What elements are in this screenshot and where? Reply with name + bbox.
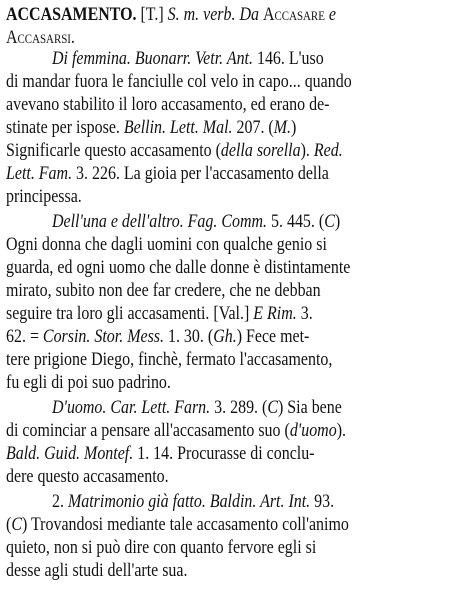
grammar-label: S. m. verb. (167, 4, 236, 25)
s1-text: 207. ( (232, 117, 274, 138)
s1-text: 146. L'uso (252, 48, 324, 69)
s4-text: quieto, non si può dire con quanto fervore egli si (6, 537, 317, 558)
entry-tag: [T.] (140, 4, 164, 25)
s3-text: ) Sia bene (277, 397, 342, 418)
s2-text: 1. 30. ( (163, 326, 214, 347)
s3-text: 1. 14. Procurasse di conclu- (133, 443, 315, 464)
s1-text: di mandar fuora le fanciulle col velo in capo... quando (6, 71, 352, 92)
s1-sense-citation: Di femmina. Buonarr. Vetr. Ant. (52, 48, 253, 69)
s3-text: ). (336, 420, 347, 441)
s4-text: desse agli studi dell'arte sua. (6, 560, 188, 581)
s1-citation: Lett. Fam. (6, 163, 73, 184)
s3-line-4 (6, 464, 466, 490)
etymology-verb-2: Accasarsi. (6, 27, 75, 48)
s2-text: seguire tra loro gli accasamenti. [Val.] (6, 303, 254, 324)
s3-text: di cominciar a pensare all'accasamento suo ( (6, 420, 290, 441)
s2-line-8 (6, 370, 466, 396)
s2-text: guarda, ed ogni uomo che dalle donne è distintamente (6, 257, 351, 278)
s1-line-7 (6, 184, 466, 210)
s3-citation: Bald. Guid. Montef. (6, 443, 134, 464)
s2-text: 62. = (6, 326, 43, 347)
s4-text: ) Trovandosi mediante tale accasamento coll'animo (21, 514, 349, 535)
s4-text: ( (6, 514, 12, 535)
s2-citation: E Rim. (253, 303, 297, 324)
etymology-da: Da (239, 4, 259, 25)
s3-text: 3. 289. ( (210, 397, 268, 418)
s3-sense-citation: D'uomo. Car. Lett. Farn. (52, 397, 211, 418)
etymology-verb-1: Accasare (262, 4, 325, 25)
s2-text: 3. (296, 303, 313, 324)
s2-text: ) Fece met- (236, 326, 310, 347)
s1-citation: Red. (313, 140, 343, 161)
s1-text: ). (300, 140, 314, 161)
s2-text: mirato, subito non dee far credere, che ne debban (6, 280, 321, 301)
s4-sense-citation: Matrimonio già fatto. Baldin. Art. Int. (67, 491, 311, 512)
headword: ACCASAMENTO. (6, 4, 137, 25)
s2-sense-citation: Dell'una e dell'altro. Fag. Comm. (52, 211, 268, 232)
s4-source-mark: C (11, 514, 22, 535)
s4-text: 93. (310, 491, 335, 512)
s1-source-mark: M. (273, 117, 292, 138)
s2-source-mark: Gh. (213, 326, 237, 347)
s2-citation: Corsin. Stor. Mess. (42, 326, 164, 347)
s1-text: principessa. (6, 186, 82, 207)
s2-text: Ogni donna che dagli uomini con qualche genio si (6, 234, 327, 255)
s4-line-4 (6, 558, 466, 584)
s2-text: ) (334, 211, 341, 232)
s3-source-mark: C (267, 397, 278, 418)
s1-text: Significarle questo accasamento ( (6, 140, 221, 161)
s2-text: fu egli di poi suo padrino. (6, 372, 171, 393)
s1-text: 3. 226. La gioia per l'accasamento della (72, 163, 329, 184)
s1-gloss: della sorella (220, 140, 301, 161)
etymology-e: e (328, 4, 336, 25)
s1-text: stinate per ispose. (6, 117, 124, 138)
s3-gloss: d'uomo (289, 420, 337, 441)
s1-text: ) (291, 117, 297, 138)
s3-text: dere questo accasamento. (6, 466, 169, 487)
s1-text: avevano stabilito il loro accasamento, ed erano de- (6, 94, 330, 115)
s2-text: tere prigione Diego, finchè, fermato l'accasamento, (6, 349, 333, 370)
s4-sense-number: 2. (52, 491, 68, 512)
s1-citation: Bellin. Lett. Mal. (123, 117, 233, 138)
s2-text: 5. 445. ( (267, 211, 325, 232)
s2-source-mark: C (324, 211, 335, 232)
